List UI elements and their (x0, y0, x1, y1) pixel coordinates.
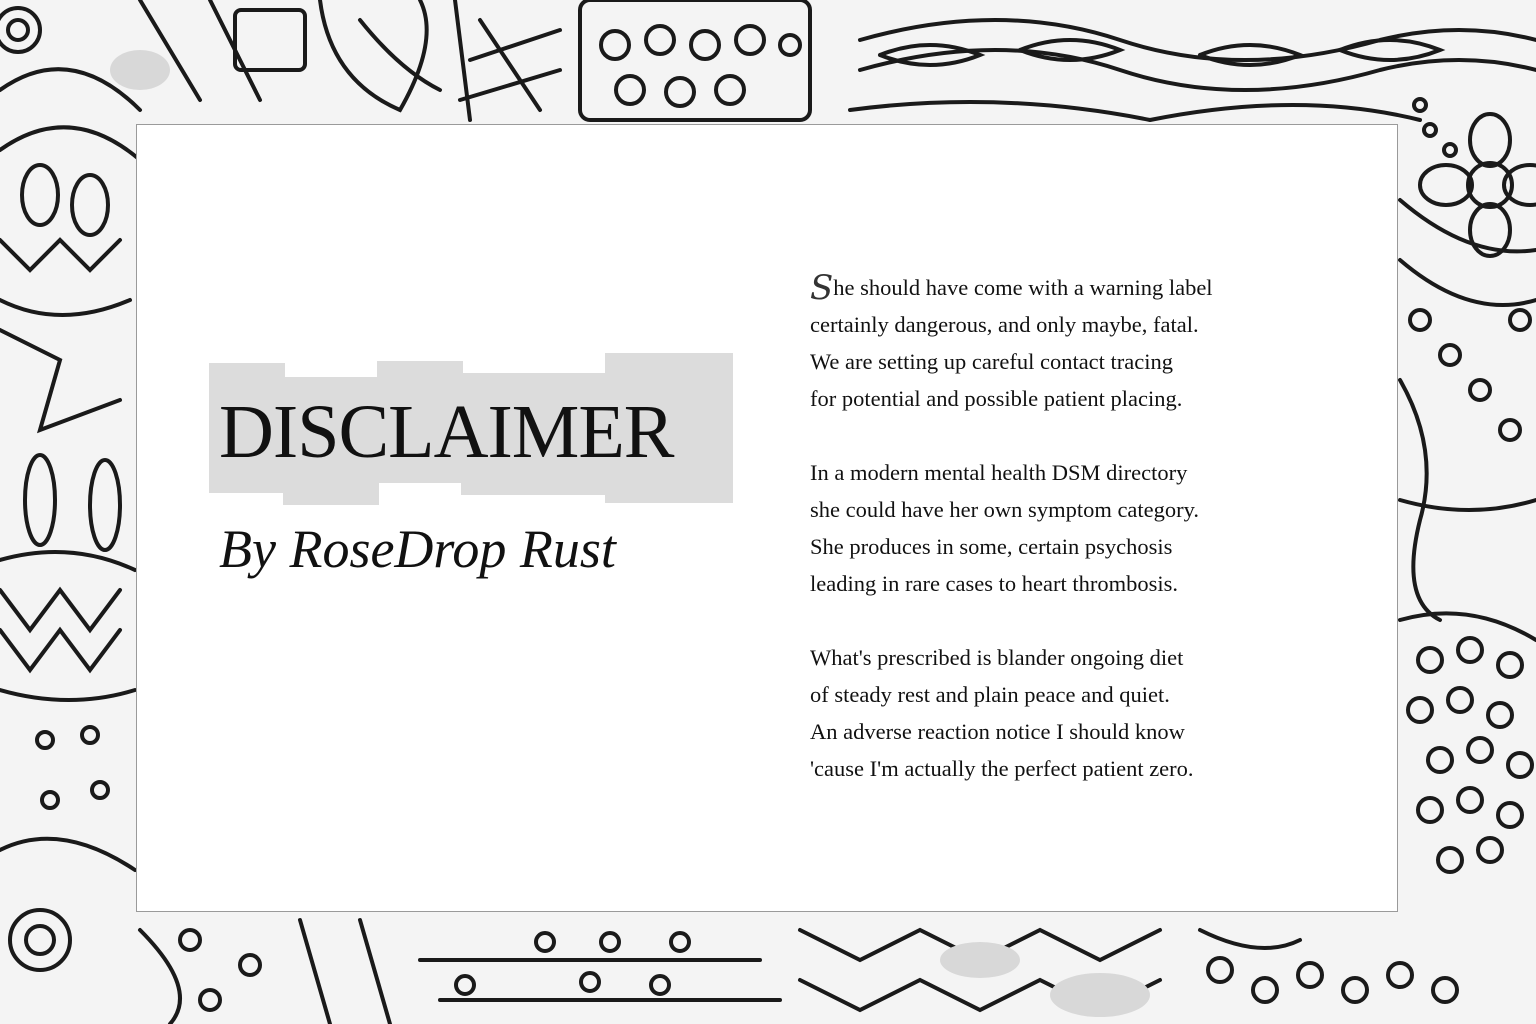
poem-line: leading in rare cases to heart thrombosis. (810, 571, 1179, 596)
poem-line: 'cause I'm actually the perfect patient zero. (810, 756, 1194, 781)
poem-line: An adverse reaction notice I should know (810, 719, 1185, 744)
stanza (810, 454, 1330, 602)
poem-line: In a modern mental health DSM directory (810, 460, 1188, 485)
poem-line: She produces in some, certain psychosis (810, 534, 1173, 559)
stanza (810, 269, 1330, 417)
title-group (209, 353, 735, 505)
poem-text (810, 269, 1330, 824)
poem-card (136, 124, 1398, 912)
stanza (810, 639, 1330, 787)
poem-line: What's prescribed is blander ongoing diet (810, 645, 1184, 670)
poem-line: for potential and possible patient placing. (810, 386, 1183, 411)
author-byline: By RoseDrop Rust (219, 519, 616, 579)
poem-line: certainly dangerous, and only maybe, fatal. (810, 312, 1199, 337)
poem-title: DISCLAIMER (219, 390, 674, 474)
poem-line-text: he should have come with a warning label (833, 275, 1213, 300)
poem-line: of steady rest and plain peace and quiet. (810, 682, 1170, 707)
drop-cap: S (810, 268, 834, 308)
poem-line (810, 269, 1330, 306)
poem-line: she could have her own symptom category. (810, 497, 1200, 522)
poem-line: We are setting up careful contact tracing (810, 349, 1174, 374)
